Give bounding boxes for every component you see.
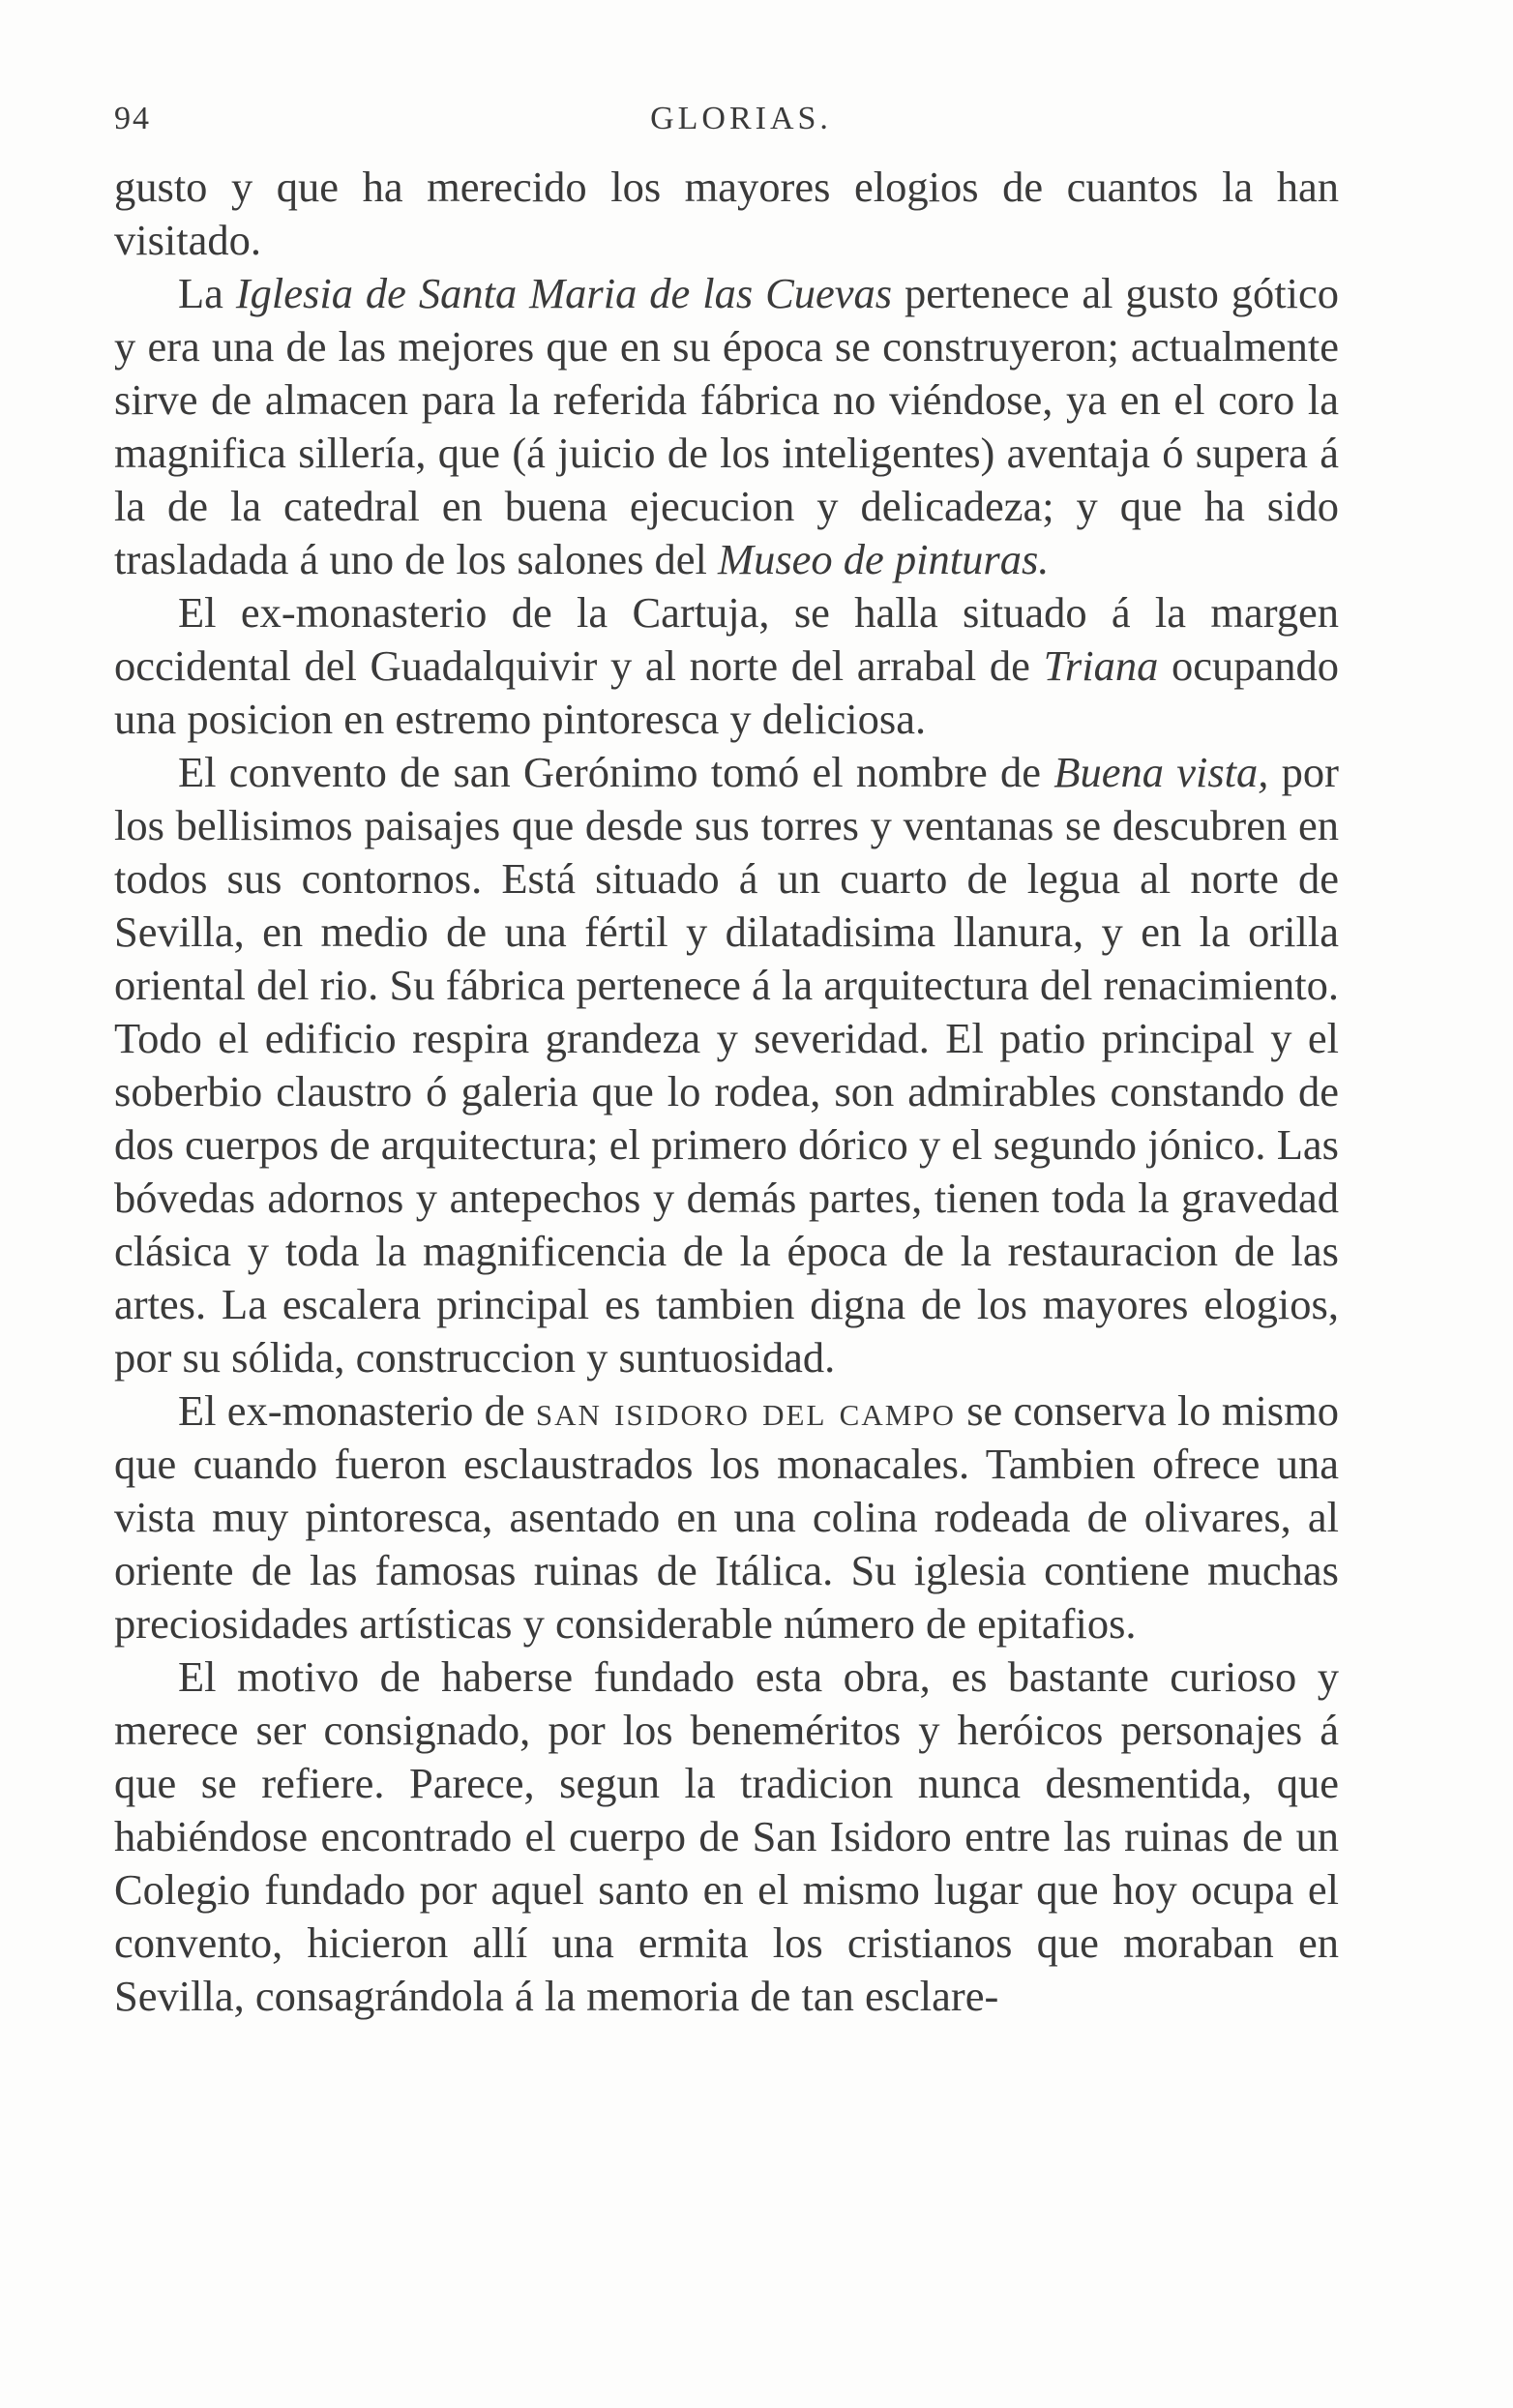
text-run: El ex-monasterio de [178, 1386, 536, 1435]
text-run: El ex-monasterio de la Cartuja, se halla situado á la margen occidental del Guadalquivir y al norte del arrabal de [114, 588, 1339, 690]
body-text [114, 161, 1339, 2023]
paragraph [114, 267, 1339, 586]
text-run: se conserva lo mismo que cuando fueron esclaustrados los monacales. Tambien ofrece una vista muy pintoresca, asentado en una colina rodeada de olivares, al oriente de las famosas ruinas de Itálica. Su iglesia contiene muchas preciosidades artísticas y considerable número de epitafios. [114, 1386, 1339, 1648]
small-caps-text: san isidoro del campo [535, 1386, 956, 1435]
italic-text: Triana [1043, 641, 1159, 690]
page-header [114, 101, 1368, 155]
text-run: ocupando una posicion en estremo pintoresca y deliciosa. [114, 641, 1339, 743]
paragraph [114, 746, 1339, 1384]
italic-text: Iglesia de Santa Maria de las Cuevas [235, 269, 893, 317]
paragraph [114, 161, 1339, 267]
text-run: por los bellisimos paisajes que desde sus torres y ventanas se descubren en todos sus contornos. Está situado á un cuarto de legua al norte de Sevilla, en medio de una fértil y dilatadisima llanura, y en la orilla oriental del rio. Su fábrica pertenece á la arquitectura del renacimiento. Todo el edificio respira grandeza y severidad. El patio principal y el soberbio claustro ó galeria que lo rodea, son admirables constando de dos cuerpos de arquitectura; el primero dórico y el segundo jónico. Las bóvedas adornos y antepechos y demás partes, tienen toda la gravedad clásica y toda la magnificencia de la época de la restauracion de las artes. La escalera principal es tambien digna de los mayores elogios, por su sólida, construccion y suntuosidad. [114, 748, 1340, 1382]
italic-text: Museo de pinturas. [718, 535, 1050, 583]
paragraph [114, 586, 1339, 746]
paragraph [114, 1384, 1339, 1650]
text-run: gusto y que ha merecido los mayores elogios de cuantos la han visitado. [114, 163, 1339, 264]
text-run: La [178, 269, 236, 317]
page-number: 94 [114, 101, 151, 136]
paragraph [114, 1650, 1339, 2023]
text-run: El motivo de haberse fundado esta obra, es bastante curioso y merece ser consignado, por los beneméritos y heróicos personajes á que se refiere. Parece, segun la tradicion nunca desmentida, que habiéndose encontrado el cuerpo de San Isidoro entre las ruinas de un Colegio fundado por aquel santo en el mismo lugar que hoy ocupa el convento, hicieron allí una ermita los cristianos que moraban en Sevilla, consagrándola á la memoria de tan esclare- [114, 1652, 1339, 2020]
italic-text: Buena vista, [1053, 748, 1269, 796]
running-head: GLORIAS. [650, 101, 832, 136]
text-run: pertenece al gusto gótico y era una de las mejores que en su época se construyeron; actualmente sirve de almacen para la referida fábrica no viéndose, ya en el coro la magnifica sillería, que (á juicio de los inteligentes) aventaja ó supera á la de la catedral en buena ejecucion y delicadeza; y que ha sido trasladada á uno de los salones del [114, 269, 1339, 583]
text-run: El convento de san Gerónimo tomó el nombre de [178, 748, 1054, 796]
